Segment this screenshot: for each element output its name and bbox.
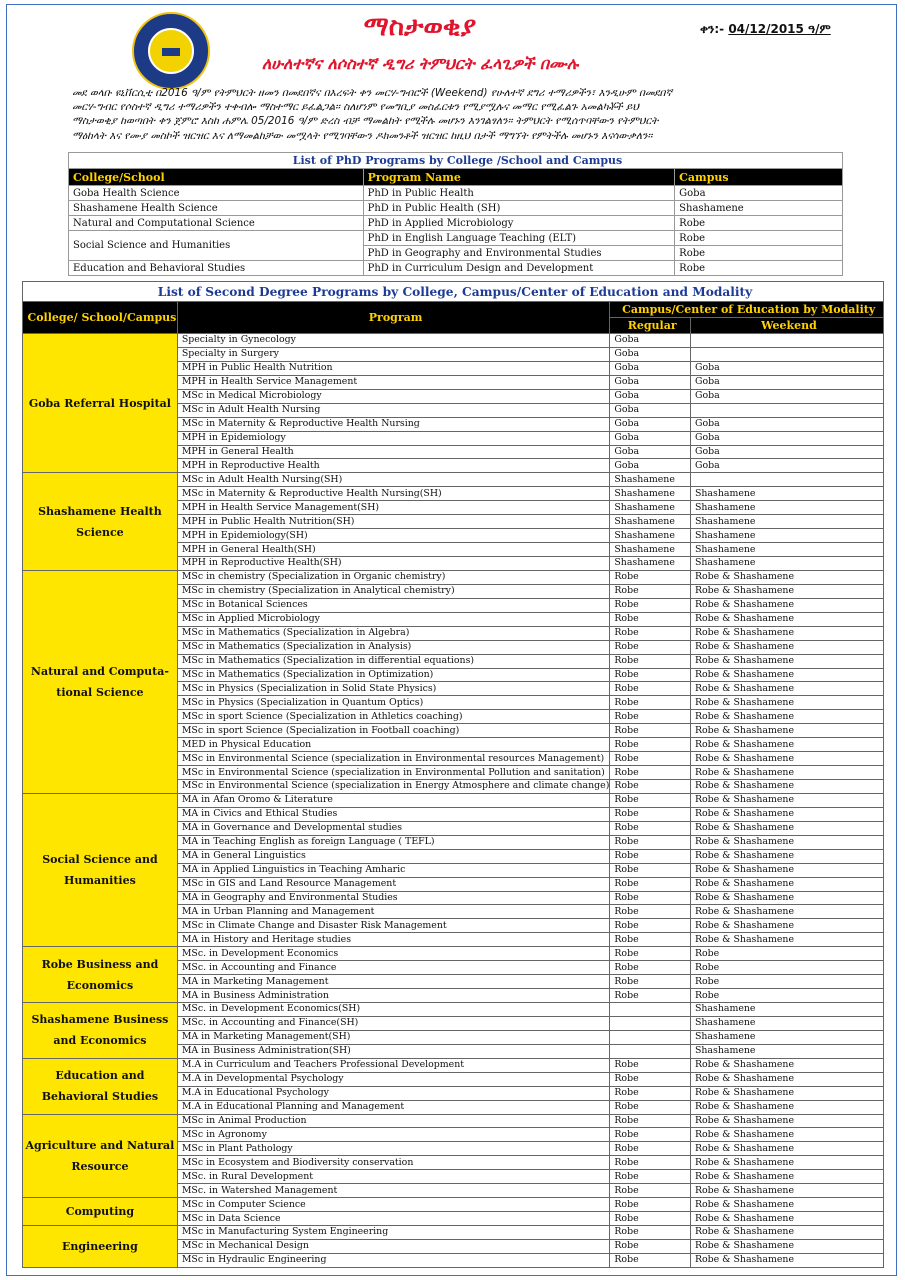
weekend-campus: Robe & Shashamene (690, 1142, 883, 1156)
regular-campus: Robe (610, 975, 691, 989)
weekend-campus: Robe & Shashamene (690, 919, 883, 933)
weekend-campus: Robe & Shashamene (690, 905, 883, 919)
weekend-campus: Robe & Shashamene (690, 1114, 883, 1128)
regular-campus (610, 1003, 691, 1017)
program-name: MSc in Environmental Science (specialization in Energy Atmosphere and climate change) (177, 780, 610, 794)
program-name: MSc in Mechanical Design (177, 1239, 610, 1253)
weekend-campus: Robe & Shashamene (690, 766, 883, 780)
weekend-campus: Robe & Shashamene (690, 1184, 883, 1198)
program-name: MSc in Maternity & Reproductive Health Nursing (177, 417, 610, 431)
weekend-campus: Robe & Shashamene (690, 738, 883, 752)
program-name: MED in Physical Education (177, 738, 610, 752)
weekend-campus: Goba (690, 459, 883, 473)
program-name: MSc in Medical Microbiology (177, 389, 610, 403)
program-name: M.A in Educational Planning and Management (177, 1100, 610, 1114)
weekend-campus: Robe & Shashamene (690, 1058, 883, 1072)
phd-program: PhD in English Language Teaching (ELT) (363, 231, 675, 246)
date-label: ቀን:- (700, 22, 725, 36)
intro-line: መደ ወላቡ ዩኒቨርሲቲ በ2016 ዓ/ም የትምህርት ዘመን በመደበኛና በእረፍት ቀን መርሃ-ግብሮች (Weekend) የሁለተኛ ደግሪ ተማሪዎችን፣ እንዲሁም በመደበኛ (72, 87, 673, 99)
weekend-campus: Robe & Shashamene (690, 877, 883, 891)
masters-header-weekend: Weekend (690, 318, 883, 334)
weekend-campus: Robe & Shashamene (690, 724, 883, 738)
program-name: MSc in Climate Change and Disaster Risk Management (177, 919, 610, 933)
program-name: MA in Applied Linguistics in Teaching Amharic (177, 863, 610, 877)
page-subtitle: ለሁለተኛና ለሶስተኛ ዲግሪ ትምህርት ፈላጊዎች በሙሉ (261, 54, 579, 73)
weekend-campus: Robe & Shashamene (690, 849, 883, 863)
program-name: MSc in chemistry (Specialization in Organic chemistry) (177, 570, 610, 584)
program-name: MPH in Public Health Nutrition (177, 361, 610, 375)
phd-campus: Robe (675, 231, 843, 246)
regular-campus: Robe (610, 1100, 691, 1114)
regular-campus: Robe (610, 766, 691, 780)
regular-campus: Robe (610, 612, 691, 626)
program-name: Specialty in Gynecology (177, 334, 610, 348)
regular-campus: Robe (610, 668, 691, 682)
phd-campus: Robe (675, 261, 843, 276)
program-name: MSc in Manufacturing System Engineering (177, 1226, 610, 1240)
regular-campus: Goba (610, 334, 691, 348)
table-row (23, 1058, 884, 1072)
table-row (69, 186, 843, 201)
regular-campus: Robe (610, 1114, 691, 1128)
program-name: MSc in Animal Production (177, 1114, 610, 1128)
program-name: MA in Business Administration(SH) (177, 1044, 610, 1058)
phd-table-caption: List of PhD Programs by College /School and Campus (69, 153, 843, 169)
college-name-cell: Robe Business and Economics (23, 947, 178, 1003)
regular-campus: Robe (610, 570, 691, 584)
weekend-campus: Robe (690, 989, 883, 1003)
regular-campus: Robe (610, 640, 691, 654)
regular-campus: Shashamene (610, 557, 691, 571)
phd-programs-table (68, 152, 843, 276)
college-name-cell: Engineering (23, 1226, 178, 1268)
program-name: MA in Afan Oromo & Literature (177, 793, 610, 807)
regular-campus: Robe (610, 1072, 691, 1086)
weekend-campus: Robe & Shashamene (690, 863, 883, 877)
regular-campus: Robe (610, 1239, 691, 1253)
regular-campus: Goba (610, 417, 691, 431)
regular-campus: Robe (610, 863, 691, 877)
weekend-campus: Robe (690, 947, 883, 961)
program-name: MPH in General Health (177, 445, 610, 459)
regular-campus: Robe (610, 877, 691, 891)
program-name: MSc in Mathematics (Specialization in differential equations) (177, 654, 610, 668)
table-row (23, 1226, 884, 1240)
weekend-campus: Robe & Shashamene (690, 584, 883, 598)
weekend-campus: Goba (690, 361, 883, 375)
weekend-campus: Robe (690, 975, 883, 989)
program-name: MPH in Health Service Management (177, 375, 610, 389)
intro-line: ማስታወቂያ ከወጣበት ቀን ጀምሮ እስከ ሐምሌ 05/2016 ዓ/ም ድረስ ብቻ ማመልከት የሚችሉ መሆኑን እንገልፃለን፡፡ ትምህርት የሚሰጥባቸውን የትምህርት (72, 115, 659, 128)
program-name: MPH in Epidemiology (177, 431, 610, 445)
weekend-campus: Robe & Shashamene (690, 1170, 883, 1184)
regular-campus: Robe (610, 696, 691, 710)
masters-table-caption: List of Second Degree Programs by College, Campus/Center of Education and Modality (23, 282, 884, 302)
regular-campus: Goba (610, 445, 691, 459)
regular-campus: Robe (610, 933, 691, 947)
regular-campus: Robe (610, 1226, 691, 1240)
masters-header-regular: Regular (610, 318, 691, 334)
table-row (69, 201, 843, 216)
weekend-campus: Robe & Shashamene (690, 654, 883, 668)
regular-campus: Robe (610, 1198, 691, 1212)
regular-campus: Robe (610, 1170, 691, 1184)
regular-campus: Robe (610, 1128, 691, 1142)
regular-campus: Robe (610, 905, 691, 919)
weekend-campus: Goba (690, 431, 883, 445)
regular-campus: Shashamene (610, 473, 691, 487)
weekend-campus: Robe & Shashamene (690, 710, 883, 724)
program-name: MSc in Botanical Sciences (177, 598, 610, 612)
college-name-cell: Social Science and Humanities (23, 793, 178, 946)
program-name: MSc in GIS and Land Resource Management (177, 877, 610, 891)
weekend-campus (690, 403, 883, 417)
weekend-campus: Goba (690, 389, 883, 403)
masters-header-modality: Campus/Center of Education by Modality (610, 302, 884, 318)
weekend-campus: Shashamene (690, 1003, 883, 1017)
regular-campus: Robe (610, 752, 691, 766)
program-name: MPH in Epidemiology(SH) (177, 529, 610, 543)
regular-campus: Goba (610, 431, 691, 445)
weekend-campus (690, 473, 883, 487)
phd-campus: Robe (675, 246, 843, 261)
weekend-campus: Robe & Shashamene (690, 891, 883, 905)
weekend-campus: Goba (690, 445, 883, 459)
weekend-campus: Robe & Shashamene (690, 807, 883, 821)
regular-campus: Goba (610, 403, 691, 417)
masters-programs-table (22, 281, 884, 1268)
program-name: MSc in Mathematics (Specialization in Analysis) (177, 640, 610, 654)
program-name: MA in Marketing Management (177, 975, 610, 989)
regular-campus: Robe (610, 961, 691, 975)
table-row (69, 216, 843, 231)
program-name: MSc in Adult Health Nursing (177, 403, 610, 417)
program-name: MSc in Environmental Science (specialization in Environmental resources Management) (177, 752, 610, 766)
weekend-campus: Robe & Shashamene (690, 1212, 883, 1226)
table-row (23, 1198, 884, 1212)
weekend-campus: Robe & Shashamene (690, 1128, 883, 1142)
program-name: M.A in Educational Psychology (177, 1086, 610, 1100)
weekend-campus: Shashamene (690, 515, 883, 529)
regular-campus: Goba (610, 361, 691, 375)
regular-campus: Goba (610, 375, 691, 389)
regular-campus: Robe (610, 835, 691, 849)
table-row (23, 793, 884, 807)
program-name: MPH in Reproductive Health(SH) (177, 557, 610, 571)
regular-campus: Robe (610, 654, 691, 668)
weekend-campus: Shashamene (690, 1044, 883, 1058)
program-name: MSc in sport Science (Specialization in Athletics coaching) (177, 710, 610, 724)
weekend-campus: Robe & Shashamene (690, 1226, 883, 1240)
program-name: MSc. in Accounting and Finance (177, 961, 610, 975)
program-name: MA in Governance and Developmental studies (177, 821, 610, 835)
program-name: MSc in Adult Health Nursing(SH) (177, 473, 610, 487)
weekend-campus: Goba (690, 417, 883, 431)
program-name: MSc. in Watershed Management (177, 1184, 610, 1198)
regular-campus (610, 1044, 691, 1058)
weekend-campus: Robe & Shashamene (690, 1156, 883, 1170)
intro-line: መርሃ-ግብር የሶስተኛ ዲግሪ ተማሪዎችን ተቀብሎ ማስተማር ይፈልጋል፡፡ ስለሆነም የመግቢያ መስፈርቱን የሚያሟሉና መማር የሚፈልጉ አመልካቾች ይህ (72, 101, 639, 114)
weekend-campus: Shashamene (690, 1030, 883, 1044)
phd-header-program: Program Name (363, 169, 675, 186)
program-name: MSc in Maternity & Reproductive Health Nursing(SH) (177, 487, 610, 501)
phd-program: PhD in Public Health (363, 186, 675, 201)
program-name: MSc in Environmental Science (specialization in Environmental Pollution and sanitation) (177, 766, 610, 780)
regular-campus (610, 1016, 691, 1030)
regular-campus: Shashamene (610, 529, 691, 543)
weekend-campus: Robe & Shashamene (690, 821, 883, 835)
phd-header-campus: Campus (675, 169, 843, 186)
program-name: MPH in Health Service Management(SH) (177, 501, 610, 515)
table-row (23, 1114, 884, 1128)
table-row (23, 947, 884, 961)
regular-campus: Robe (610, 598, 691, 612)
program-name: MSc in sport Science (Specialization in Football coaching) (177, 724, 610, 738)
regular-campus: Robe (610, 807, 691, 821)
regular-campus: Robe (610, 1086, 691, 1100)
program-name: MSc in chemistry (Specialization in Analytical chemistry) (177, 584, 610, 598)
college-name-cell: Shashamene Business and Economics (23, 1003, 178, 1059)
weekend-campus: Robe (690, 961, 883, 975)
weekend-campus: Robe & Shashamene (690, 780, 883, 794)
weekend-campus: Robe & Shashamene (690, 640, 883, 654)
regular-campus: Robe (610, 919, 691, 933)
program-name: MSc in Mathematics (Specialization in Optimization) (177, 668, 610, 682)
program-name: MA in Civics and Ethical Studies (177, 807, 610, 821)
program-name: MSc. in Development Economics (177, 947, 610, 961)
program-name: MSc in Computer Science (177, 1198, 610, 1212)
regular-campus: Shashamene (610, 515, 691, 529)
program-name: MA in Urban Planning and Management (177, 905, 610, 919)
regular-campus: Robe (610, 1212, 691, 1226)
regular-campus: Goba (610, 389, 691, 403)
weekend-campus: Robe & Shashamene (690, 668, 883, 682)
regular-campus: Robe (610, 793, 691, 807)
regular-campus: Robe (610, 947, 691, 961)
weekend-campus: Robe & Shashamene (690, 1253, 883, 1267)
weekend-campus: Robe & Shashamene (690, 793, 883, 807)
weekend-campus: Shashamene (690, 1016, 883, 1030)
intro-paragraph (72, 86, 842, 143)
program-name: MPH in Public Health Nutrition(SH) (177, 515, 610, 529)
weekend-campus: Robe & Shashamene (690, 1198, 883, 1212)
regular-campus: Shashamene (610, 543, 691, 557)
weekend-campus: Robe & Shashamene (690, 1100, 883, 1114)
phd-campus: Shashamene (675, 201, 843, 216)
table-row (23, 334, 884, 348)
weekend-campus: Shashamene (690, 501, 883, 515)
program-name: MA in Teaching English as foreign Language ( TEFL) (177, 835, 610, 849)
table-row (69, 231, 843, 246)
program-name: MA in Marketing Management(SH) (177, 1030, 610, 1044)
regular-campus: Robe (610, 849, 691, 863)
phd-program: PhD in Geography and Environmental Studies (363, 246, 675, 261)
program-name: M.A in Developmental Psychology (177, 1072, 610, 1086)
regular-campus: Robe (610, 989, 691, 1003)
phd-college: Shashamene Health Science (69, 201, 364, 216)
program-name: MSc in Agronomy (177, 1128, 610, 1142)
regular-campus: Robe (610, 1184, 691, 1198)
weekend-campus: Robe & Shashamene (690, 612, 883, 626)
phd-header-college: College/School (69, 169, 364, 186)
regular-campus: Robe (610, 626, 691, 640)
intro-line: ማዕከላት እና የሙያ መስኮች ዝርዝር እና ለማመልከቻው መሟላት የሚገባቸውን ዶክመንቶች ዝርዝር ከዚህ በታች ማግኘት የምትችሉ መሆኑን እናሳውቃለን፡፡ (72, 129, 653, 142)
weekend-campus: Robe & Shashamene (690, 933, 883, 947)
regular-campus: Goba (610, 347, 691, 361)
date-line (700, 22, 831, 37)
weekend-campus: Robe & Shashamene (690, 1086, 883, 1100)
program-name: MSc in Mathematics (Specialization in Algebra) (177, 626, 610, 640)
weekend-campus: Robe & Shashamene (690, 1072, 883, 1086)
regular-campus: Robe (610, 738, 691, 752)
masters-table-body (23, 334, 884, 1268)
college-name-cell: Shashamene Health Science (23, 473, 178, 571)
weekend-campus: Shashamene (690, 557, 883, 571)
weekend-campus: Robe & Shashamene (690, 752, 883, 766)
program-name: MSc. in Development Economics(SH) (177, 1003, 610, 1017)
weekend-campus: Robe & Shashamene (690, 835, 883, 849)
regular-campus: Robe (610, 821, 691, 835)
program-name: MSc. in Rural Development (177, 1170, 610, 1184)
logo-emblem (148, 28, 194, 74)
weekend-campus: Robe & Shashamene (690, 598, 883, 612)
masters-header-program: Program (177, 302, 610, 334)
program-name: MA in Business Administration (177, 989, 610, 1003)
college-name-cell: Computing (23, 1198, 178, 1226)
program-name: M.A in Curriculum and Teachers Professional Development (177, 1058, 610, 1072)
regular-campus: Shashamene (610, 487, 691, 501)
phd-program: PhD in Applied Microbiology (363, 216, 675, 231)
weekend-campus: Robe & Shashamene (690, 682, 883, 696)
weekend-campus: Shashamene (690, 529, 883, 543)
phd-campus: Goba (675, 186, 843, 201)
program-name: MSc in Physics (Specialization in Solid State Physics) (177, 682, 610, 696)
regular-campus: Robe (610, 891, 691, 905)
program-name: MSc in Data Science (177, 1212, 610, 1226)
weekend-campus (690, 347, 883, 361)
phd-campus: Robe (675, 216, 843, 231)
program-name: MPH in General Health(SH) (177, 543, 610, 557)
college-name-cell: Education and Behavioral Studies (23, 1058, 178, 1114)
college-name-cell: Natural and Computa-tional Science (23, 570, 178, 793)
date-value: 04/12/2015 ዓ/ም (728, 22, 831, 36)
table-row (23, 1003, 884, 1017)
regular-campus: Robe (610, 584, 691, 598)
masters-header-college: College/ School/Campus (23, 302, 178, 334)
phd-program: PhD in Curriculum Design and Development (363, 261, 675, 276)
phd-college: Natural and Computational Science (69, 216, 364, 231)
weekend-campus: Robe & Shashamene (690, 1239, 883, 1253)
regular-campus: Robe (610, 1156, 691, 1170)
regular-campus: Robe (610, 780, 691, 794)
phd-college: Social Science and Humanities (69, 231, 364, 261)
phd-college: Goba Health Science (69, 186, 364, 201)
page-title: ማስታወቂያ (363, 12, 477, 42)
regular-campus: Shashamene (610, 501, 691, 515)
weekend-campus (690, 334, 883, 348)
regular-campus: Robe (610, 1253, 691, 1267)
regular-campus (610, 1030, 691, 1044)
program-name: MSc. in Accounting and Finance(SH) (177, 1016, 610, 1030)
regular-campus: Robe (610, 1142, 691, 1156)
program-name: MSc in Physics (Specialization in Quantum Optics) (177, 696, 610, 710)
program-name: MA in General Linguistics (177, 849, 610, 863)
program-name: MPH in Reproductive Health (177, 459, 610, 473)
weekend-campus: Goba (690, 375, 883, 389)
program-name: MSc in Hydraulic Engineering (177, 1253, 610, 1267)
weekend-campus: Robe & Shashamene (690, 696, 883, 710)
program-name: MSc in Plant Pathology (177, 1142, 610, 1156)
program-name: MA in Geography and Environmental Studies (177, 891, 610, 905)
college-name-cell: Goba Referral Hospital (23, 334, 178, 473)
program-name: MSc in Applied Microbiology (177, 612, 610, 626)
table-row (69, 261, 843, 276)
university-logo (132, 12, 210, 90)
regular-campus: Goba (610, 459, 691, 473)
phd-college: Education and Behavioral Studies (69, 261, 364, 276)
program-name: MSc in Ecosystem and Biodiversity conservation (177, 1156, 610, 1170)
regular-campus: Robe (610, 724, 691, 738)
table-row (23, 473, 884, 487)
regular-campus: Robe (610, 682, 691, 696)
college-name-cell: Agriculture and Natural Resource (23, 1114, 178, 1198)
program-name: Specialty in Surgery (177, 347, 610, 361)
regular-campus: Robe (610, 1058, 691, 1072)
phd-program: PhD in Public Health (SH) (363, 201, 675, 216)
weekend-campus: Robe & Shashamene (690, 570, 883, 584)
weekend-campus: Shashamene (690, 487, 883, 501)
program-name: MA in History and Heritage studies (177, 933, 610, 947)
table-row (23, 570, 884, 584)
weekend-campus: Robe & Shashamene (690, 626, 883, 640)
weekend-campus: Shashamene (690, 543, 883, 557)
regular-campus: Robe (610, 710, 691, 724)
